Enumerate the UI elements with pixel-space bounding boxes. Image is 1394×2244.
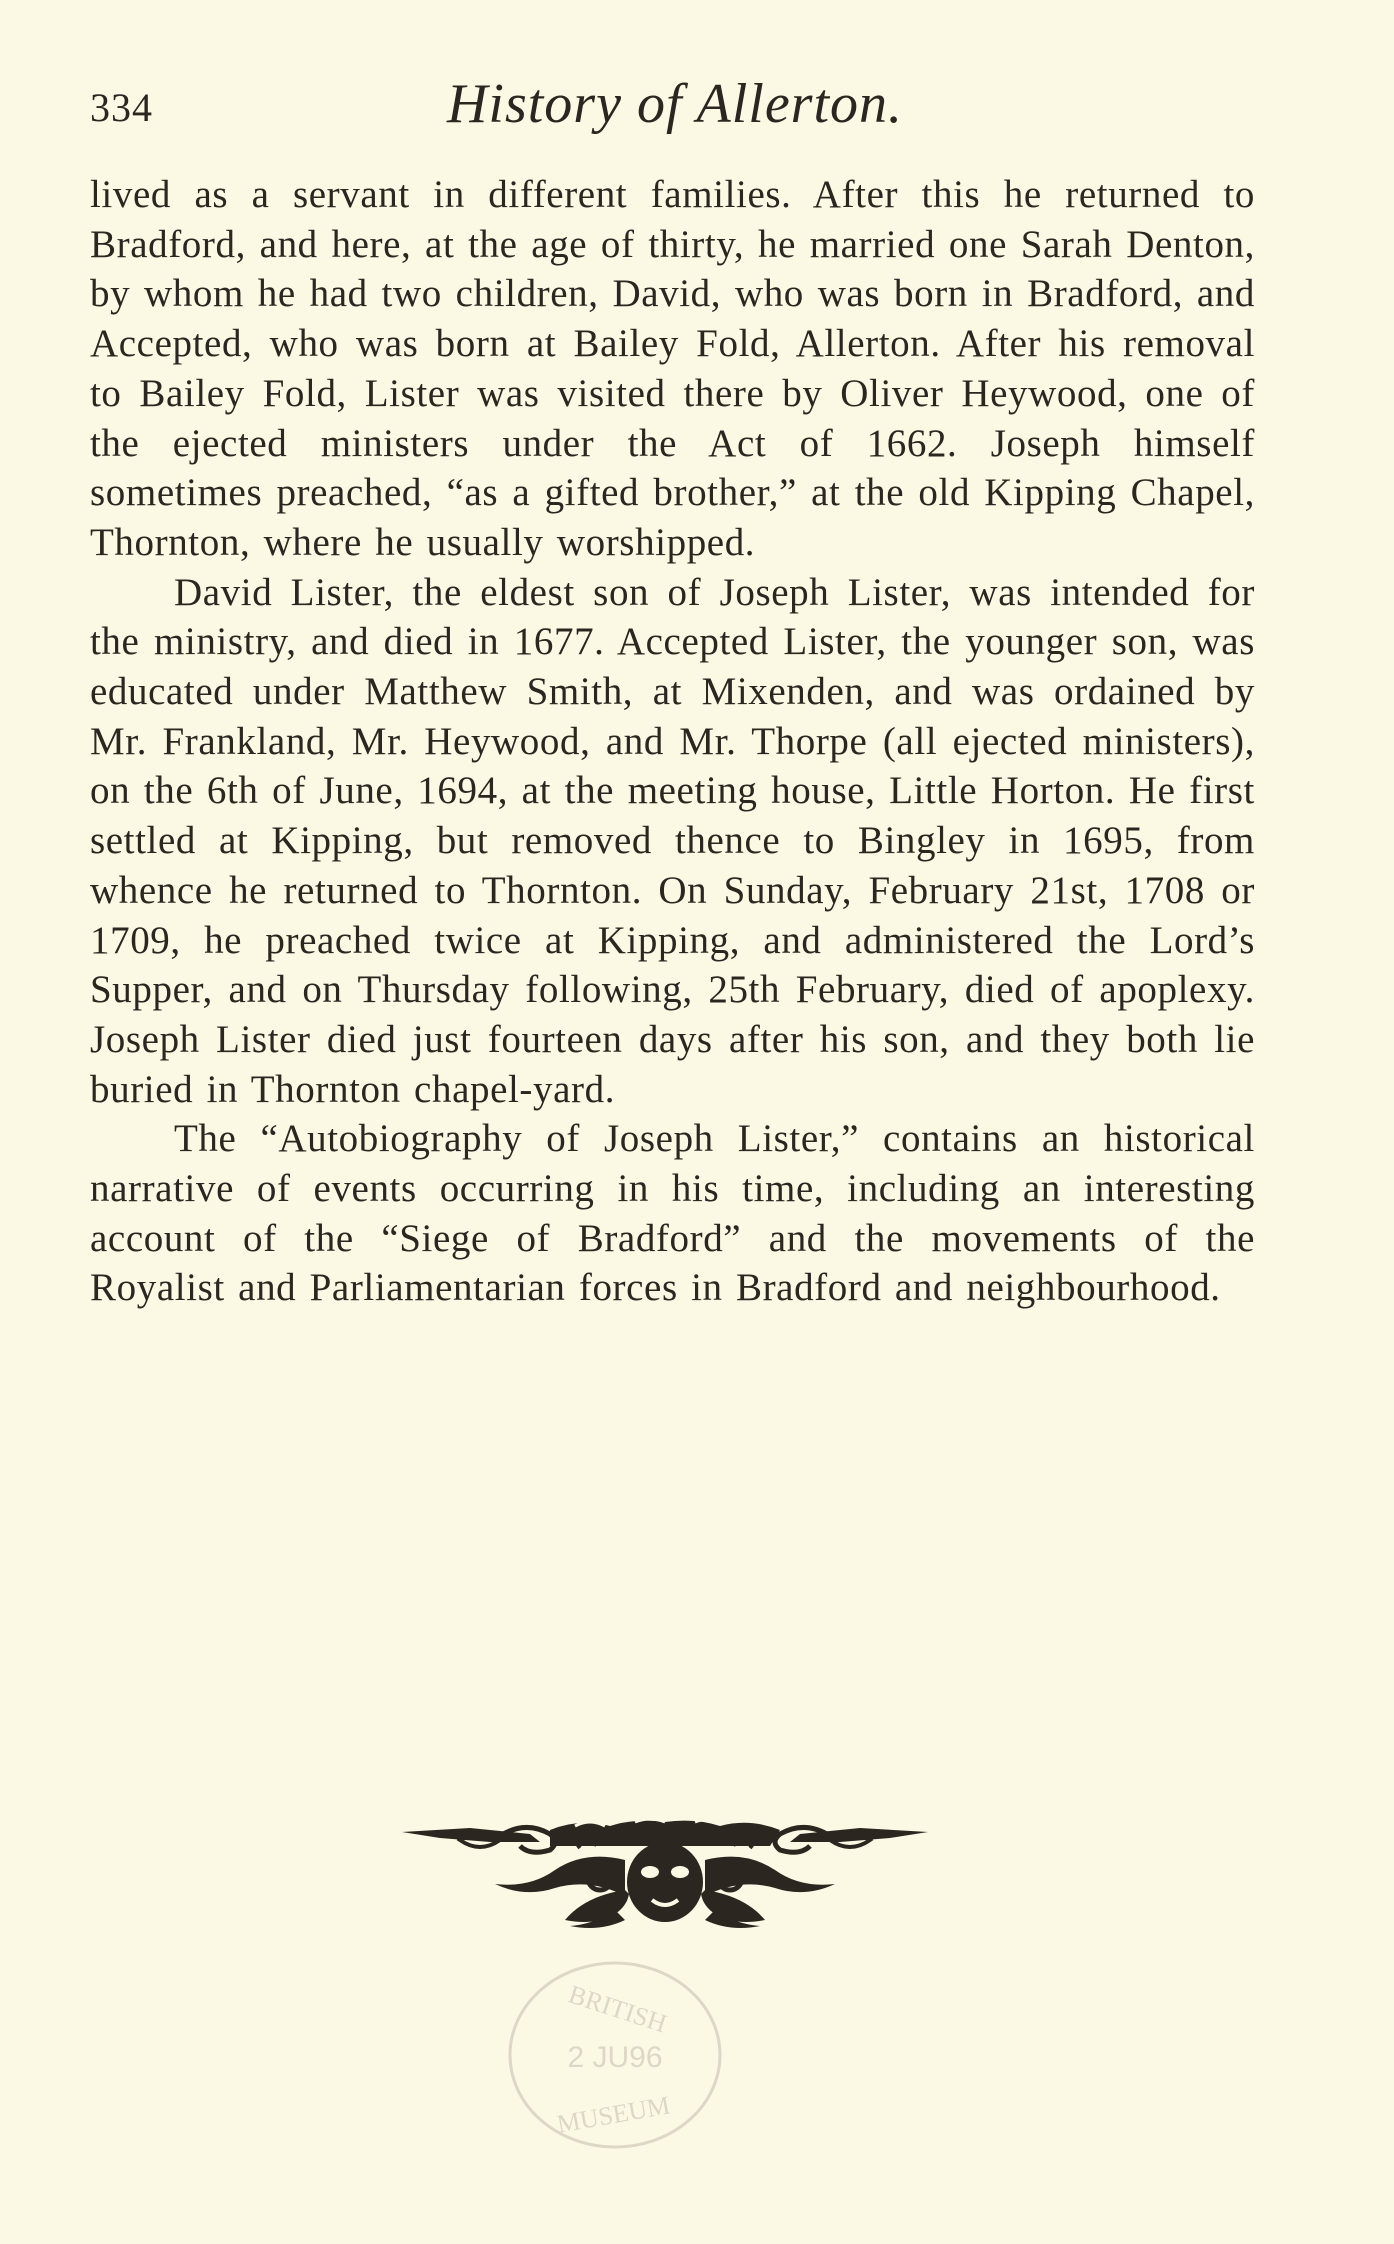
library-stamp-icon xyxy=(500,1955,730,2155)
running-title: History of Allerton. xyxy=(446,73,904,135)
stamp-line-2: 2 JU96 xyxy=(567,2041,663,2074)
page-number: 334 xyxy=(90,85,153,130)
paragraph-1: lived as a servant in different families. After this he returned to Bradford, and here, at the age of thirty, he married one Sarah Denton, by whom he had two children, David, who was born in Bradford, and Accepted, who was born at Bailey Fold, Allerton. After his removal to Bailey Fold, Lister was visited there by Oliver Heywood, one of the ejected ministers under the Act of 1662. Joseph himself sometimes preached, “as a gifted brother,” at the old Kipping Chapel, Thornton, where he usually worshipped. xyxy=(90,173,1255,564)
stamp-line-1: BRITISH xyxy=(565,1979,671,2039)
paragraph-2: David Lister, the eldest son of Joseph Lister, was intended for the ministry, and died in 1677. Accepted Lister, the younger son, was educated under Matthew Smith, at Mixenden, and was ordained by Mr. Frankland, Mr. Heywood, and Mr. Thorpe (all ejected ministers), on the 6th of June, 1694, at the meeting house, Little Horton. He first settled at Kipping, but removed thence to Bingley in 1695, from whence he returned to Thornton. On Sunday, February 21st, 1708 or 1709, he preached twice at Kipping, and administered the Lord’s Supper, and on Thursday following, 25th February, died of apoplexy. Joseph Lister died just fourteen days after his son, and they both lie buried in Thornton chapel-yard. xyxy=(90,570,1255,1111)
page-header xyxy=(90,72,1260,152)
stamp-line-3: MUSEUM xyxy=(554,2090,673,2139)
paragraph-3: The “Autobiography of Joseph Lister,” contains an historical narrative of events occurring in his time, including an interesting account of the “Siege of Bradford” and the movements of the Royalist and Parliamentarian forces in Bradford and neighbourhood. xyxy=(90,1117,1255,1310)
body-text xyxy=(90,170,1255,1313)
tailpiece-ornament-icon xyxy=(400,1820,930,1930)
